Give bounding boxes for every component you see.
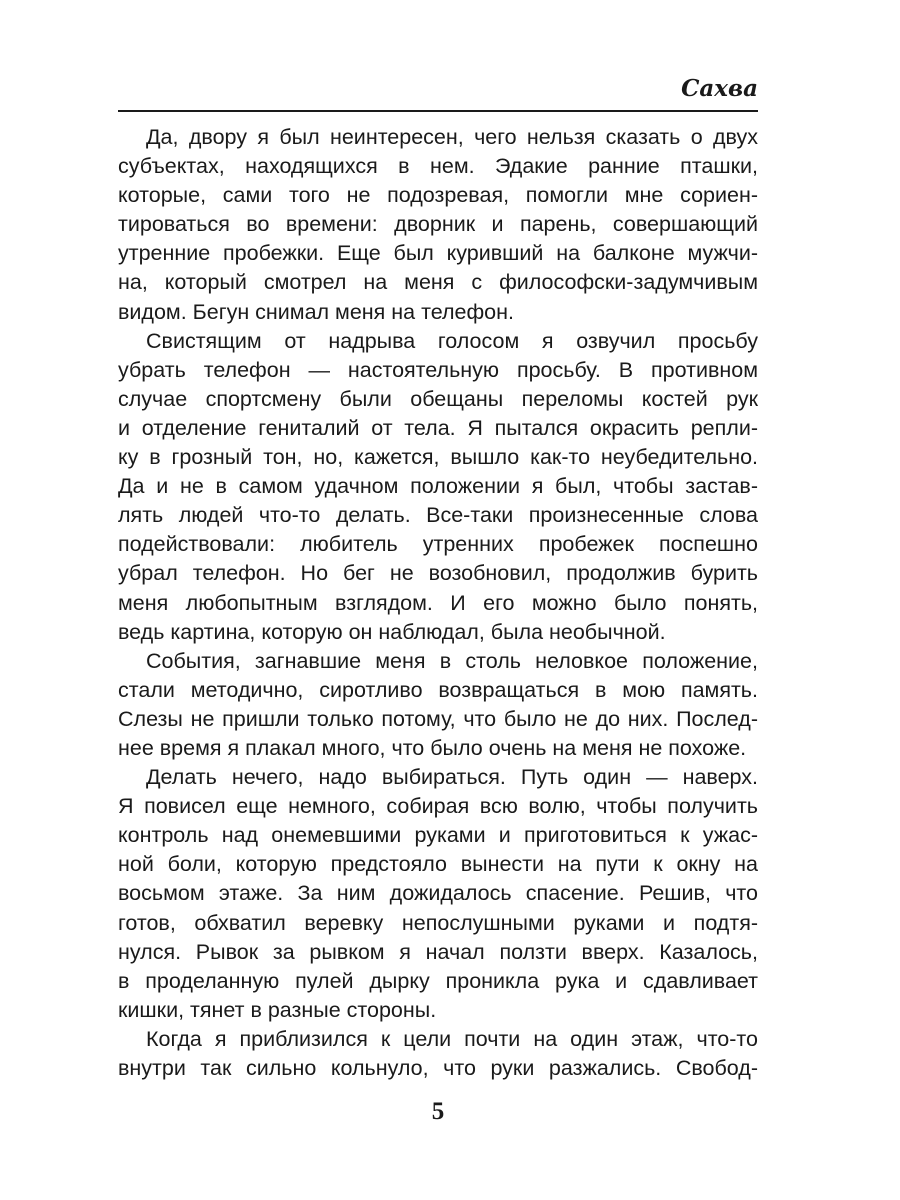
paragraph-2 — [118, 327, 758, 647]
text-line: внутри так сильно кольнуло, что руки разжались. Свобод- — [118, 1056, 758, 1080]
text-line: которые, сами того не подозревая, помогли мне сориен- — [118, 183, 758, 208]
text-line: Слезы не пришли только потому, что было не до них. Послед- — [118, 706, 758, 731]
text-line: Делать нечего, надо выбираться. Путь один — наверх. — [146, 765, 758, 790]
paragraph-5 — [118, 1025, 758, 1083]
text-line: События, загнавшие меня в столь неловкое положение, — [146, 648, 758, 673]
text-line: ной боли, которую предстояло вынести на пути к окну на — [118, 852, 758, 877]
body-text — [118, 123, 758, 1083]
text-line: подействовали: любитель утренних пробежек поспешно — [118, 532, 758, 557]
page-number: 5 — [431, 1098, 445, 1125]
paragraph-3 — [118, 647, 758, 763]
text-line: кишки, тянет в разные стороны. — [118, 997, 437, 1022]
text-line: Да и не в самом удачном положении я был, чтобы застав- — [118, 474, 758, 499]
text-line: ведь картина, которую он наблюдал, была необычной. — [118, 619, 666, 644]
text-line: на, который смотрел на меня с философски-задумчивым — [118, 270, 758, 295]
text-line: в проделанную пулей дырку проникла рука и сдавливает — [118, 968, 758, 993]
text-line: нее время я плакал много, что было очень на меня не похоже. — [118, 735, 747, 760]
text-line: и отделение гениталий от тела. Я пытался окрасить репли- — [118, 415, 758, 440]
running-header-title: Сахва — [681, 75, 758, 102]
text-line: субъектах, находящихся в нем. Эдакие ранние пташки, — [118, 154, 758, 179]
paragraph-4 — [118, 763, 758, 1025]
text-line: случае спортсмену были обещаны переломы костей рук — [118, 386, 758, 411]
text-line: стали методично, сиротливо возвращаться в мою память. — [118, 677, 758, 702]
text-line: Когда я приблизился к цели почти на один этаж, что-то — [146, 1026, 758, 1051]
text-line: Свистящим от надрыва голосом я озвучил просьбу — [146, 328, 758, 353]
text-line: контроль над онемевшими руками и приготовиться к ужас- — [118, 823, 758, 848]
text-line: тироваться во времени: дворник и парень, совершающий — [118, 212, 758, 237]
header-rule — [118, 110, 758, 112]
text-line: видом. Бегун снимал меня на телефон. — [118, 299, 514, 324]
text-line: лять людей что-то делать. Все-таки произнесенные слова — [118, 503, 758, 528]
text-line: Я повисел еще немного, собирая всю волю, чтобы получить — [118, 794, 758, 819]
text-line: ку в грозный тон, но, кажется, вышло как-то неубедительно. — [118, 445, 758, 470]
paragraph-1 — [118, 123, 758, 327]
text-line: убрать телефон — настоятельную просьбу. В противном — [118, 357, 758, 382]
text-line: убрал телефон. Но бег не возобновил, продолжив бурить — [118, 561, 758, 586]
text-line: восьмом этаже. За ним дожидалось спасение. Решив, что — [118, 881, 758, 906]
text-line: меня любопытным взглядом. И его можно было понять, — [118, 590, 758, 615]
text-line: готов, обхватил веревку непослушными руками и подтя- — [118, 910, 758, 935]
text-line: Да, двору я был неинтересен, чего нельзя сказать о двух — [146, 125, 758, 149]
text-line: нулся. Рывок за рывком я начал ползти вверх. Казалось, — [118, 939, 758, 964]
text-line: утренние пробежки. Еще был куривший на балконе мужчи- — [118, 241, 758, 266]
